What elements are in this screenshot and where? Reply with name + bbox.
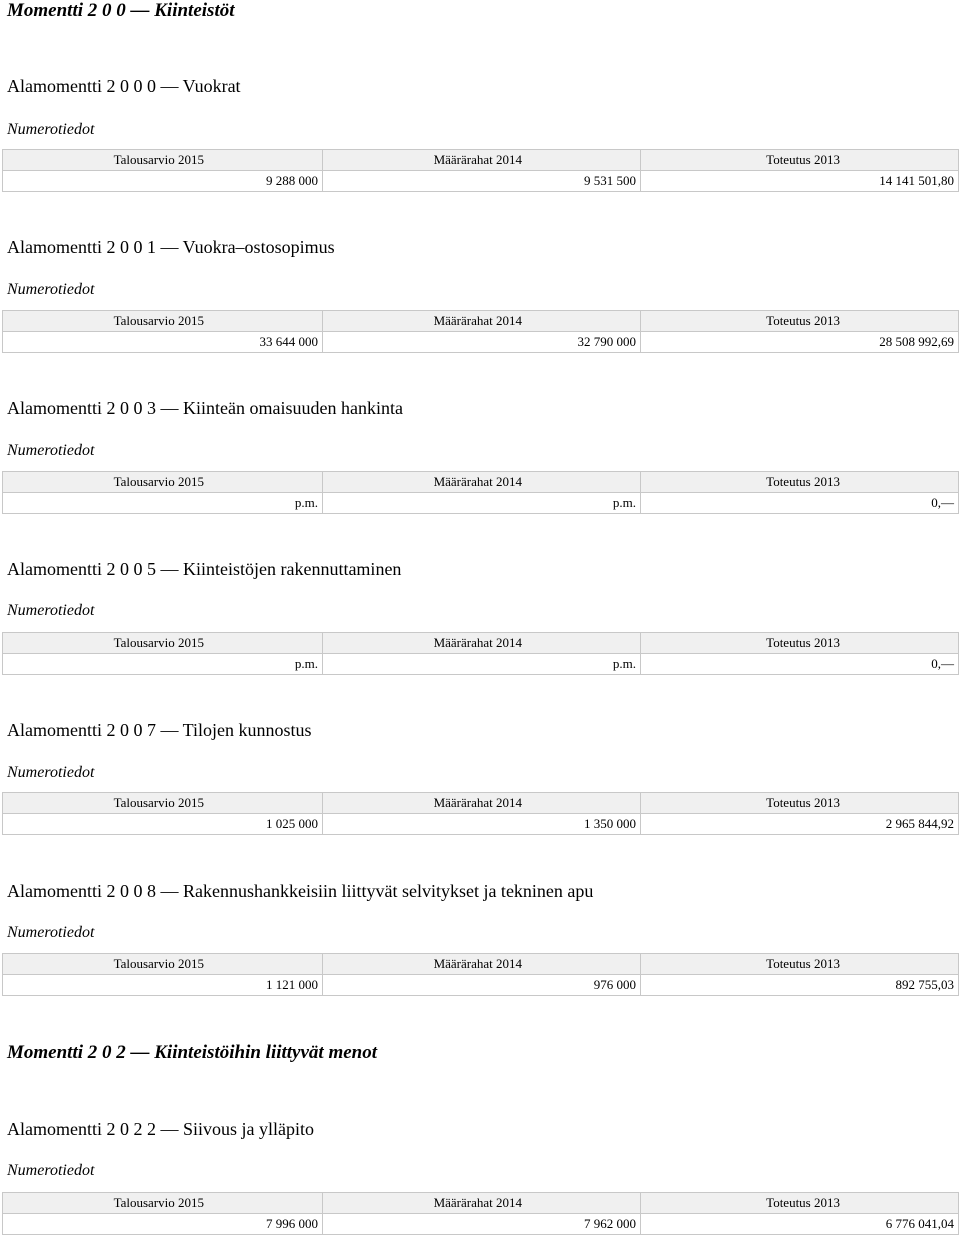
value-cell: 7 962 000	[323, 1214, 641, 1235]
table-row	[3, 654, 959, 675]
table-header-row	[3, 633, 959, 654]
column-header: Määrärahat 2014	[323, 793, 641, 814]
column-header: Määrärahat 2014	[323, 1193, 641, 1214]
value-cell: p.m.	[3, 654, 323, 675]
value-cell: p.m.	[3, 493, 323, 514]
column-header: Toteutus 2013	[641, 311, 959, 332]
figures-table	[2, 1192, 959, 1235]
table-header-row	[3, 793, 959, 814]
table-row	[3, 1214, 959, 1235]
value-cell: 9 531 500	[323, 171, 641, 192]
value-cell: 976 000	[323, 975, 641, 996]
column-header: Talousarvio 2015	[3, 150, 323, 171]
column-header: Toteutus 2013	[641, 1193, 959, 1214]
momentti-heading: Momentti 2 0 2 — Kiinteistöihin liittyvät menot	[7, 1042, 378, 1063]
figures-table	[2, 471, 959, 514]
value-cell: 33 644 000	[3, 332, 323, 353]
column-header: Talousarvio 2015	[3, 633, 323, 654]
column-header: Toteutus 2013	[641, 793, 959, 814]
value-cell: 892 755,03	[641, 975, 959, 996]
value-cell: 7 996 000	[3, 1214, 323, 1235]
column-header: Määrärahat 2014	[323, 633, 641, 654]
value-cell: 1 025 000	[3, 814, 323, 835]
numerotiedot-label: Numerotiedot	[7, 121, 95, 138]
alamomentti-heading: Alamomentti 2 0 0 1 — Vuokra–ostosopimus	[7, 237, 335, 257]
table-row	[3, 332, 959, 353]
column-header: Toteutus 2013	[641, 633, 959, 654]
value-cell: 0,—	[641, 493, 959, 514]
table-header-row	[3, 311, 959, 332]
value-cell: 2 965 844,92	[641, 814, 959, 835]
value-cell: p.m.	[323, 493, 641, 514]
figures-table	[2, 953, 959, 996]
alamomentti-heading: Alamomentti 2 0 2 2 — Siivous ja ylläpito	[7, 1119, 314, 1139]
momentti-heading: Momentti 2 0 0 — Kiinteistöt	[7, 0, 235, 21]
numerotiedot-label: Numerotiedot	[7, 924, 95, 941]
figures-table	[2, 149, 959, 192]
value-cell: p.m.	[323, 654, 641, 675]
alamomentti-heading: Alamomentti 2 0 0 7 — Tilojen kunnostus	[7, 720, 312, 740]
numerotiedot-label: Numerotiedot	[7, 442, 95, 459]
table-row	[3, 814, 959, 835]
column-header: Määrärahat 2014	[323, 472, 641, 493]
column-header: Toteutus 2013	[641, 954, 959, 975]
alamomentti-heading: Alamomentti 2 0 0 0 — Vuokrat	[7, 76, 241, 96]
column-header: Toteutus 2013	[641, 472, 959, 493]
table-header-row	[3, 150, 959, 171]
column-header: Toteutus 2013	[641, 150, 959, 171]
alamomentti-heading: Alamomentti 2 0 0 8 — Rakennushankkeisiin liittyvät selvitykset ja tekninen apu	[7, 881, 594, 901]
numerotiedot-label: Numerotiedot	[7, 281, 95, 298]
figures-table	[2, 632, 959, 675]
value-cell: 0,—	[641, 654, 959, 675]
column-header: Määrärahat 2014	[323, 150, 641, 171]
value-cell: 14 141 501,80	[641, 171, 959, 192]
column-header: Talousarvio 2015	[3, 311, 323, 332]
alamomentti-heading: Alamomentti 2 0 0 5 — Kiinteistöjen rakennuttaminen	[7, 559, 402, 579]
column-header: Talousarvio 2015	[3, 954, 323, 975]
numerotiedot-label: Numerotiedot	[7, 764, 95, 781]
value-cell: 6 776 041,04	[641, 1214, 959, 1235]
value-cell: 9 288 000	[3, 171, 323, 192]
figures-table	[2, 792, 959, 835]
column-header: Talousarvio 2015	[3, 1193, 323, 1214]
alamomentti-heading: Alamomentti 2 0 0 3 — Kiinteän omaisuuden hankinta	[7, 398, 403, 418]
column-header: Talousarvio 2015	[3, 472, 323, 493]
column-header: Määrärahat 2014	[323, 954, 641, 975]
value-cell: 28 508 992,69	[641, 332, 959, 353]
table-row	[3, 493, 959, 514]
table-header-row	[3, 1193, 959, 1214]
table-header-row	[3, 472, 959, 493]
table-row	[3, 171, 959, 192]
column-header: Määrärahat 2014	[323, 311, 641, 332]
value-cell: 32 790 000	[323, 332, 641, 353]
table-row	[3, 975, 959, 996]
table-header-row	[3, 954, 959, 975]
figures-table	[2, 310, 959, 353]
value-cell: 1 121 000	[3, 975, 323, 996]
numerotiedot-label: Numerotiedot	[7, 1162, 95, 1179]
numerotiedot-label: Numerotiedot	[7, 602, 95, 619]
column-header: Talousarvio 2015	[3, 793, 323, 814]
value-cell: 1 350 000	[323, 814, 641, 835]
